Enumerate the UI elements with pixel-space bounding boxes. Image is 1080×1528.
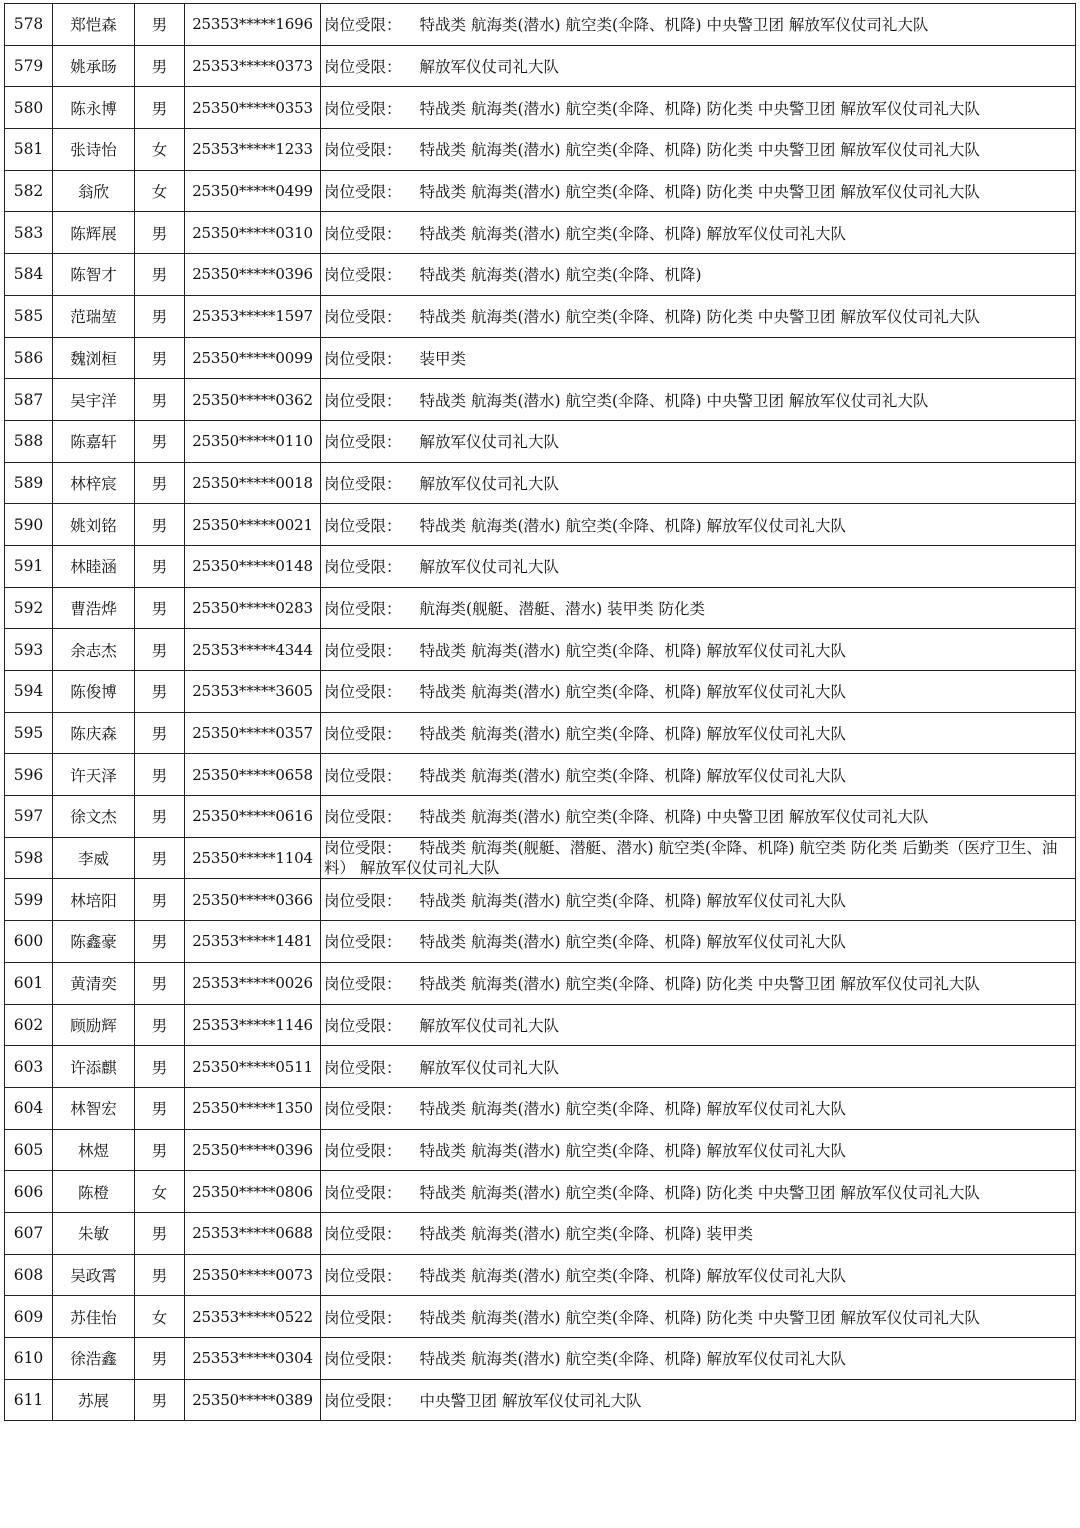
gender: 男 xyxy=(135,1254,185,1296)
table-row xyxy=(5,921,1076,963)
id-number: 25350*****0021 xyxy=(185,504,321,546)
row-number: 593 xyxy=(5,629,53,671)
id-number: 25350*****0616 xyxy=(185,796,321,838)
restriction-items: 特战类 航海类(潜水) 航空类(伞降、机降) 防化类 中央警卫团 解放军仪仗司礼大队 xyxy=(419,1308,980,1327)
row-number: 590 xyxy=(5,504,53,546)
gender: 男 xyxy=(135,879,185,921)
restriction-note xyxy=(321,1338,1076,1380)
restriction-label: 岗位受限： xyxy=(324,683,402,702)
person-name: 林煜 xyxy=(53,1129,135,1171)
row-number: 594 xyxy=(5,671,53,713)
person-name: 郑恺森 xyxy=(53,4,135,46)
table-row xyxy=(5,295,1076,337)
id-number: 25350*****0366 xyxy=(185,879,321,921)
table-row xyxy=(5,45,1076,87)
row-number: 606 xyxy=(5,1171,53,1213)
restriction-note xyxy=(321,671,1076,713)
table-row xyxy=(5,1296,1076,1338)
restriction-items: 特战类 航海类(潜水) 航空类(伞降、机降) 解放军仪仗司礼大队 xyxy=(419,1350,846,1369)
restriction-note xyxy=(321,254,1076,296)
gender: 男 xyxy=(135,1379,185,1421)
restriction-items: 特战类 航海类(潜水) 航空类(伞降、机降) 防化类 中央警卫团 解放军仪仗司礼大队 xyxy=(419,1183,980,1202)
row-number: 585 xyxy=(5,295,53,337)
restriction-note xyxy=(321,337,1076,379)
gender: 男 xyxy=(135,45,185,87)
restriction-label: 岗位受限： xyxy=(324,183,402,202)
row-number: 582 xyxy=(5,170,53,212)
person-name: 林培阳 xyxy=(53,879,135,921)
row-number: 602 xyxy=(5,1004,53,1046)
restriction-note xyxy=(321,545,1076,587)
person-name: 吴宇洋 xyxy=(53,379,135,421)
gender: 男 xyxy=(135,1046,185,1088)
table-row xyxy=(5,4,1076,46)
restriction-note xyxy=(321,879,1076,921)
row-number: 578 xyxy=(5,4,53,46)
id-number: 25350*****0099 xyxy=(185,337,321,379)
restriction-note xyxy=(321,129,1076,171)
id-number: 25353*****1696 xyxy=(185,4,321,46)
restriction-items: 特战类 航海类(潜水) 航空类(伞降、机降) xyxy=(419,266,702,285)
restriction-note xyxy=(321,796,1076,838)
restriction-label: 岗位受限： xyxy=(324,1016,402,1035)
row-number: 591 xyxy=(5,545,53,587)
table-row xyxy=(5,837,1076,879)
gender: 男 xyxy=(135,4,185,46)
gender: 男 xyxy=(135,962,185,1004)
restriction-items: 特战类 航海类(潜水) 航空类(伞降、机降) 装甲类 xyxy=(419,1225,753,1244)
restriction-note xyxy=(321,1171,1076,1213)
id-number: 25353*****0688 xyxy=(185,1212,321,1254)
id-number: 25350*****0073 xyxy=(185,1254,321,1296)
person-name: 陈智才 xyxy=(53,254,135,296)
person-name: 张诗怡 xyxy=(53,129,135,171)
table-row xyxy=(5,170,1076,212)
row-number: 592 xyxy=(5,587,53,629)
id-number: 25350*****0018 xyxy=(185,462,321,504)
table-row xyxy=(5,1046,1076,1088)
gender: 男 xyxy=(135,1087,185,1129)
restriction-note xyxy=(321,170,1076,212)
person-name: 黄清奕 xyxy=(53,962,135,1004)
gender: 男 xyxy=(135,796,185,838)
restriction-items: 特战类 航海类(潜水) 航空类(伞降、机降) 防化类 中央警卫团 解放军仪仗司礼大队 xyxy=(419,183,980,202)
restriction-items: 特战类 航海类(潜水) 航空类(伞降、机降) 解放军仪仗司礼大队 xyxy=(419,224,846,243)
restriction-note xyxy=(321,45,1076,87)
row-number: 588 xyxy=(5,420,53,462)
id-number: 25350*****0396 xyxy=(185,1129,321,1171)
table-row xyxy=(5,962,1076,1004)
person-name: 翁欣 xyxy=(53,170,135,212)
restriction-items: 特战类 航海类(潜水) 航空类(伞降、机降) 防化类 中央警卫团 解放军仪仗司礼大队 xyxy=(419,99,980,118)
restriction-label: 岗位受限： xyxy=(324,516,402,535)
restriction-note xyxy=(321,837,1076,879)
person-name: 陈鑫豪 xyxy=(53,921,135,963)
restriction-note xyxy=(321,462,1076,504)
restriction-items: 装甲类 xyxy=(419,349,467,368)
gender: 男 xyxy=(135,379,185,421)
restriction-label: 岗位受限： xyxy=(324,1350,402,1369)
table-row xyxy=(5,420,1076,462)
restriction-label: 岗位受限： xyxy=(324,16,402,35)
restriction-table xyxy=(4,3,1076,1421)
id-number: 25350*****0353 xyxy=(185,87,321,129)
table-row xyxy=(5,337,1076,379)
restriction-label: 岗位受限： xyxy=(324,224,402,243)
row-number: 584 xyxy=(5,254,53,296)
table-row xyxy=(5,712,1076,754)
person-name: 林梓宸 xyxy=(53,462,135,504)
gender: 男 xyxy=(135,1212,185,1254)
table-row xyxy=(5,545,1076,587)
restriction-note xyxy=(321,587,1076,629)
restriction-label: 岗位受限： xyxy=(324,1100,402,1119)
restriction-items: 解放军仪仗司礼大队 xyxy=(419,1016,560,1035)
restriction-note xyxy=(321,1296,1076,1338)
row-number: 609 xyxy=(5,1296,53,1338)
restriction-label: 岗位受限： xyxy=(324,975,402,994)
id-number: 25350*****1104 xyxy=(185,837,321,879)
id-number: 25350*****0310 xyxy=(185,212,321,254)
id-number: 25353*****0373 xyxy=(185,45,321,87)
person-name: 吴政霄 xyxy=(53,1254,135,1296)
row-number: 605 xyxy=(5,1129,53,1171)
table-row xyxy=(5,1212,1076,1254)
row-number: 595 xyxy=(5,712,53,754)
table-row xyxy=(5,629,1076,671)
restriction-label: 岗位受限： xyxy=(324,839,402,858)
id-number: 25353*****1233 xyxy=(185,129,321,171)
restriction-label: 岗位受限： xyxy=(324,1225,402,1244)
restriction-items: 特战类 航海类(潜水) 航空类(伞降、机降) 解放军仪仗司礼大队 xyxy=(419,725,846,744)
restriction-note xyxy=(321,962,1076,1004)
person-name: 林睦涵 xyxy=(53,545,135,587)
restriction-note xyxy=(321,712,1076,754)
table-row xyxy=(5,129,1076,171)
person-name: 余志杰 xyxy=(53,629,135,671)
restriction-note xyxy=(321,379,1076,421)
gender: 男 xyxy=(135,337,185,379)
gender: 男 xyxy=(135,295,185,337)
row-number: 603 xyxy=(5,1046,53,1088)
row-number: 608 xyxy=(5,1254,53,1296)
gender: 男 xyxy=(135,629,185,671)
restriction-items: 特战类 航海类(潜水) 航空类(伞降、机降) 解放军仪仗司礼大队 xyxy=(419,1100,846,1119)
id-number: 25350*****0658 xyxy=(185,754,321,796)
restriction-label: 岗位受限： xyxy=(324,474,402,493)
id-number: 25350*****0148 xyxy=(185,545,321,587)
gender: 男 xyxy=(135,504,185,546)
gender: 男 xyxy=(135,1129,185,1171)
restriction-label: 岗位受限： xyxy=(324,433,402,452)
person-name: 苏佳怡 xyxy=(53,1296,135,1338)
restriction-label: 岗位受限： xyxy=(324,1058,402,1077)
restriction-label: 岗位受限： xyxy=(324,141,402,160)
person-name: 陈嘉轩 xyxy=(53,420,135,462)
gender: 男 xyxy=(135,837,185,879)
restriction-items: 特战类 航海类(潜水) 航空类(伞降、机降) 解放军仪仗司礼大队 xyxy=(419,683,846,702)
person-name: 徐浩鑫 xyxy=(53,1338,135,1380)
id-number: 25353*****0522 xyxy=(185,1296,321,1338)
table-row xyxy=(5,504,1076,546)
id-number: 25353*****0304 xyxy=(185,1338,321,1380)
restriction-label: 岗位受限： xyxy=(324,349,402,368)
table-row xyxy=(5,1254,1076,1296)
person-name: 许添麒 xyxy=(53,1046,135,1088)
restriction-items: 解放军仪仗司礼大队 xyxy=(419,558,560,577)
id-number: 25350*****0362 xyxy=(185,379,321,421)
table-row xyxy=(5,1129,1076,1171)
row-number: 598 xyxy=(5,837,53,879)
person-name: 陈辉展 xyxy=(53,212,135,254)
person-name: 许天泽 xyxy=(53,754,135,796)
row-number: 601 xyxy=(5,962,53,1004)
restriction-items: 解放军仪仗司礼大队 xyxy=(419,1058,560,1077)
table-row xyxy=(5,587,1076,629)
row-number: 604 xyxy=(5,1087,53,1129)
id-number: 25353*****3605 xyxy=(185,671,321,713)
row-number: 583 xyxy=(5,212,53,254)
restriction-note xyxy=(321,295,1076,337)
row-number: 596 xyxy=(5,754,53,796)
restriction-items: 特战类 航海类(潜水) 航空类(伞降、机降) 防化类 中央警卫团 解放军仪仗司礼大队 xyxy=(419,141,980,160)
gender: 男 xyxy=(135,587,185,629)
restriction-note xyxy=(321,87,1076,129)
gender: 男 xyxy=(135,462,185,504)
person-name: 范瑞堃 xyxy=(53,295,135,337)
person-name: 陈庆森 xyxy=(53,712,135,754)
restriction-label: 岗位受限： xyxy=(324,1183,402,1202)
id-number: 25350*****0389 xyxy=(185,1379,321,1421)
restriction-label: 岗位受限： xyxy=(324,933,402,952)
gender: 男 xyxy=(135,254,185,296)
id-number: 25350*****0283 xyxy=(185,587,321,629)
id-number: 25350*****0396 xyxy=(185,254,321,296)
restriction-items: 特战类 航海类(潜水) 航空类(伞降、机降) 解放军仪仗司礼大队 xyxy=(419,641,846,660)
restriction-note xyxy=(321,504,1076,546)
gender: 男 xyxy=(135,712,185,754)
restriction-items: 特战类 航海类(潜水) 航空类(伞降、机降) 防化类 中央警卫团 解放军仪仗司礼大队 xyxy=(419,308,980,327)
person-name: 朱敏 xyxy=(53,1212,135,1254)
table-row xyxy=(5,671,1076,713)
id-number: 25350*****0499 xyxy=(185,170,321,212)
restriction-note xyxy=(321,1046,1076,1088)
id-number: 25350*****0357 xyxy=(185,712,321,754)
id-number: 25353*****1597 xyxy=(185,295,321,337)
restriction-label: 岗位受限： xyxy=(324,808,402,827)
row-number: 580 xyxy=(5,87,53,129)
restriction-items: 特战类 航海类(潜水) 航空类(伞降、机降) 解放军仪仗司礼大队 xyxy=(419,1266,846,1285)
restriction-items: 解放军仪仗司礼大队 xyxy=(419,433,560,452)
person-name: 曹浩烨 xyxy=(53,587,135,629)
person-name: 林智宏 xyxy=(53,1087,135,1129)
table-row xyxy=(5,1379,1076,1421)
row-number: 587 xyxy=(5,379,53,421)
person-name: 姚刘铭 xyxy=(53,504,135,546)
restriction-note xyxy=(321,1254,1076,1296)
row-number: 599 xyxy=(5,879,53,921)
row-number: 586 xyxy=(5,337,53,379)
restriction-label: 岗位受限： xyxy=(324,1392,402,1411)
gender: 女 xyxy=(135,170,185,212)
row-number: 610 xyxy=(5,1338,53,1380)
person-name: 徐文杰 xyxy=(53,796,135,838)
restriction-items: 特战类 航海类(潜水) 航空类(伞降、机降) 解放军仪仗司礼大队 xyxy=(419,1141,846,1160)
restriction-items: 特战类 航海类(潜水) 航空类(伞降、机降) 解放军仪仗司礼大队 xyxy=(419,516,846,535)
gender: 男 xyxy=(135,921,185,963)
table-row xyxy=(5,1087,1076,1129)
id-number: 25350*****0806 xyxy=(185,1171,321,1213)
gender: 女 xyxy=(135,1296,185,1338)
table-row xyxy=(5,212,1076,254)
gender: 男 xyxy=(135,87,185,129)
restriction-label: 岗位受限： xyxy=(324,599,402,618)
restriction-items: 特战类 航海类(潜水) 航空类(伞降、机降) 防化类 中央警卫团 解放军仪仗司礼大队 xyxy=(419,975,980,994)
table-row xyxy=(5,379,1076,421)
restriction-note xyxy=(321,629,1076,671)
gender: 女 xyxy=(135,129,185,171)
row-number: 611 xyxy=(5,1379,53,1421)
restriction-items: 特战类 航海类(潜水) 航空类(伞降、机降) 解放军仪仗司礼大队 xyxy=(419,933,846,952)
id-number: 25350*****0511 xyxy=(185,1046,321,1088)
restriction-label: 岗位受限： xyxy=(324,308,402,327)
gender: 男 xyxy=(135,754,185,796)
table-row xyxy=(5,796,1076,838)
id-number: 25353*****4344 xyxy=(185,629,321,671)
restriction-label: 岗位受限： xyxy=(324,1308,402,1327)
restriction-items: 特战类 航海类(潜水) 航空类(伞降、机降) 解放军仪仗司礼大队 xyxy=(419,891,846,910)
person-name: 姚承旸 xyxy=(53,45,135,87)
restriction-items: 航海类(舰艇、潜艇、潜水) 装甲类 防化类 xyxy=(419,599,705,618)
restriction-note xyxy=(321,1379,1076,1421)
restriction-note xyxy=(321,1212,1076,1254)
gender: 男 xyxy=(135,671,185,713)
restriction-note xyxy=(321,754,1076,796)
restriction-label: 岗位受限： xyxy=(324,766,402,785)
restriction-label: 岗位受限： xyxy=(324,58,402,77)
row-number: 581 xyxy=(5,129,53,171)
gender: 女 xyxy=(135,1171,185,1213)
person-name: 苏展 xyxy=(53,1379,135,1421)
restriction-items: 特战类 航海类(潜水) 航空类(伞降、机降) 中央警卫团 解放军仪仗司礼大队 xyxy=(419,16,929,35)
person-name: 顾励辉 xyxy=(53,1004,135,1046)
restriction-note xyxy=(321,1004,1076,1046)
restriction-label: 岗位受限： xyxy=(324,1141,402,1160)
restriction-items: 解放军仪仗司礼大队 xyxy=(419,474,560,493)
restriction-note xyxy=(321,4,1076,46)
id-number: 25353*****1146 xyxy=(185,1004,321,1046)
table-row xyxy=(5,879,1076,921)
gender: 男 xyxy=(135,1004,185,1046)
restriction-items: 特战类 航海类(舰艇、潜艇、潜水) 航空类(伞降、机降) 航空类 防化类 后勤类（医疗卫生、油料） 解放军仪仗司礼大队 xyxy=(324,839,1058,878)
gender: 男 xyxy=(135,420,185,462)
restriction-label: 岗位受限： xyxy=(324,558,402,577)
gender: 男 xyxy=(135,1338,185,1380)
table-row xyxy=(5,754,1076,796)
table-body xyxy=(5,4,1076,1421)
restriction-note xyxy=(321,1129,1076,1171)
restriction-note xyxy=(321,1087,1076,1129)
id-number: 25353*****0026 xyxy=(185,962,321,1004)
person-name: 陈俊博 xyxy=(53,671,135,713)
restriction-label: 岗位受限： xyxy=(324,725,402,744)
restriction-label: 岗位受限： xyxy=(324,1266,402,1285)
id-number: 25350*****1350 xyxy=(185,1087,321,1129)
table-row xyxy=(5,1338,1076,1380)
row-number: 607 xyxy=(5,1212,53,1254)
restriction-note xyxy=(321,212,1076,254)
row-number: 589 xyxy=(5,462,53,504)
restriction-items: 特战类 航海类(潜水) 航空类(伞降、机降) 中央警卫团 解放军仪仗司礼大队 xyxy=(419,391,929,410)
restriction-items: 特战类 航海类(潜水) 航空类(伞降、机降) 解放军仪仗司礼大队 xyxy=(419,766,846,785)
restriction-items: 中央警卫团 解放军仪仗司礼大队 xyxy=(419,1392,642,1411)
restriction-label: 岗位受限： xyxy=(324,99,402,118)
restriction-note xyxy=(321,921,1076,963)
table-row xyxy=(5,254,1076,296)
restriction-items: 解放军仪仗司礼大队 xyxy=(419,58,560,77)
table-row xyxy=(5,462,1076,504)
row-number: 579 xyxy=(5,45,53,87)
id-number: 25353*****1481 xyxy=(185,921,321,963)
row-number: 600 xyxy=(5,921,53,963)
restriction-label: 岗位受限： xyxy=(324,641,402,660)
row-number: 597 xyxy=(5,796,53,838)
gender: 男 xyxy=(135,212,185,254)
table-row xyxy=(5,87,1076,129)
gender: 男 xyxy=(135,545,185,587)
id-number: 25350*****0110 xyxy=(185,420,321,462)
person-name: 李威 xyxy=(53,837,135,879)
person-name: 陈永博 xyxy=(53,87,135,129)
table-row xyxy=(5,1171,1076,1213)
restriction-label: 岗位受限： xyxy=(324,266,402,285)
person-name: 陈橙 xyxy=(53,1171,135,1213)
restriction-items: 特战类 航海类(潜水) 航空类(伞降、机降) 中央警卫团 解放军仪仗司礼大队 xyxy=(419,808,929,827)
restriction-label: 岗位受限： xyxy=(324,391,402,410)
table-row xyxy=(5,1004,1076,1046)
person-name: 魏浏桓 xyxy=(53,337,135,379)
restriction-note xyxy=(321,420,1076,462)
restriction-label: 岗位受限： xyxy=(324,891,402,910)
